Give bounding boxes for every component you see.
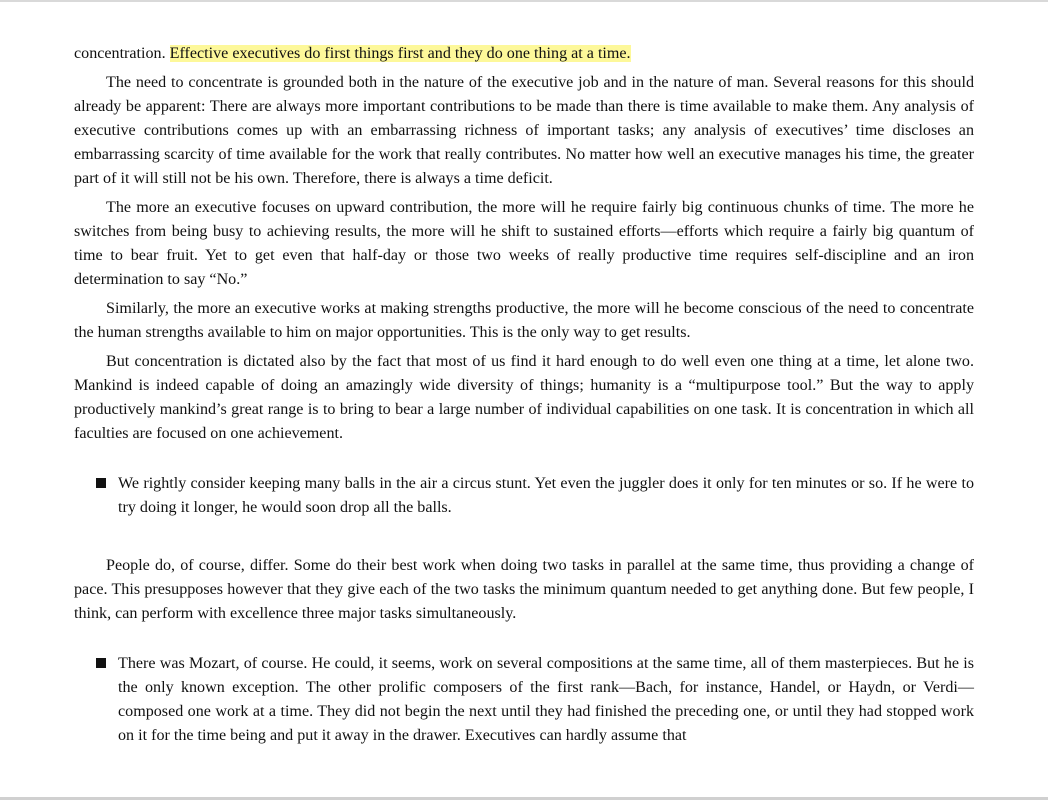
- bullet-item-2: [74, 652, 974, 748]
- document-page: [74, 42, 974, 748]
- square-bullet-icon: [96, 658, 106, 668]
- highlighted-sentence[interactable]: Effective executives do first things first and they do one thing at a time.: [169, 45, 631, 62]
- paragraph-5: People do, of course, differ. Some do their best work when doing two tasks in parallel at the same time, thus providing a change of pace. This presupposes however that they give each of the two tasks the minimum quantum needed to get anything done. But few people, I think, can perform with excellence three major tasks simultaneously.: [74, 557, 974, 622]
- paragraph-1: The need to concentrate is grounded both in the nature of the executive job and in the nature of man. Several reasons for this should already be apparent: There are always more important contributions to be made than there is time available to make them. Any analysis of executive contributions comes up with an embarrassing richness of important tasks; any analysis of executives’ time discloses an embarrassing scarcity of time available for the work that really contributes. No matter how well an executive manages his time, the greater part of it will still not be his own. Therefore, there is always a time deficit.: [74, 74, 974, 187]
- bullet-item-1: [74, 472, 974, 520]
- bullet-2-text: There was Mozart, of course. He could, it seems, work on several compositions at the same time, all of them masterpieces. But he is the only known exception. The other prolific composers of the first rank—Bach, for instance, Handel, or Haydn, or Verdi—composed one work at a time. They did not begin the next until they had finished the preceding one, or until they had stopped work on it for the time being and put it away in the drawer. Executives can hardly assume that: [118, 655, 974, 744]
- paragraph-2: The more an executive focuses on upward contribution, the more will he require fairly big continuous chunks of time. The more he switches from being busy to achieving results, the more will he shift to sustained efforts—efforts which require a fairly big quantum of time to bear fruit. Yet to get even that half-day or those two weeks of really productive time requires self-discipline and an iron determination to say “No.”: [74, 199, 974, 288]
- opening-line: [74, 42, 974, 66]
- square-bullet-icon: [96, 478, 106, 488]
- opening-text: concentration.: [74, 45, 170, 62]
- top-border: [0, 0, 1048, 2]
- paragraph-4: But concentration is dictated also by the fact that most of us find it hard enough to do well even one thing at a time, let alone two. Mankind is indeed capable of doing an amazingly wide diversity of things; humanity is a “multipurpose tool.” But the way to apply productively mankind’s great range is to bring to bear a large number of individual capabilities on one task. It is concentration in which all faculties are focused on one achievement.: [74, 353, 974, 442]
- paragraph-3: Similarly, the more an executive works at making strengths productive, the more will he become conscious of the need to concentrate the human strengths available to him on major opportunities. This is the only way to get results.: [74, 300, 974, 341]
- bullet-1-text: We rightly consider keeping many balls in the air a circus stunt. Yet even the juggler does it only for ten minutes or so. If he were to try doing it longer, he would soon drop all the balls.: [118, 475, 974, 516]
